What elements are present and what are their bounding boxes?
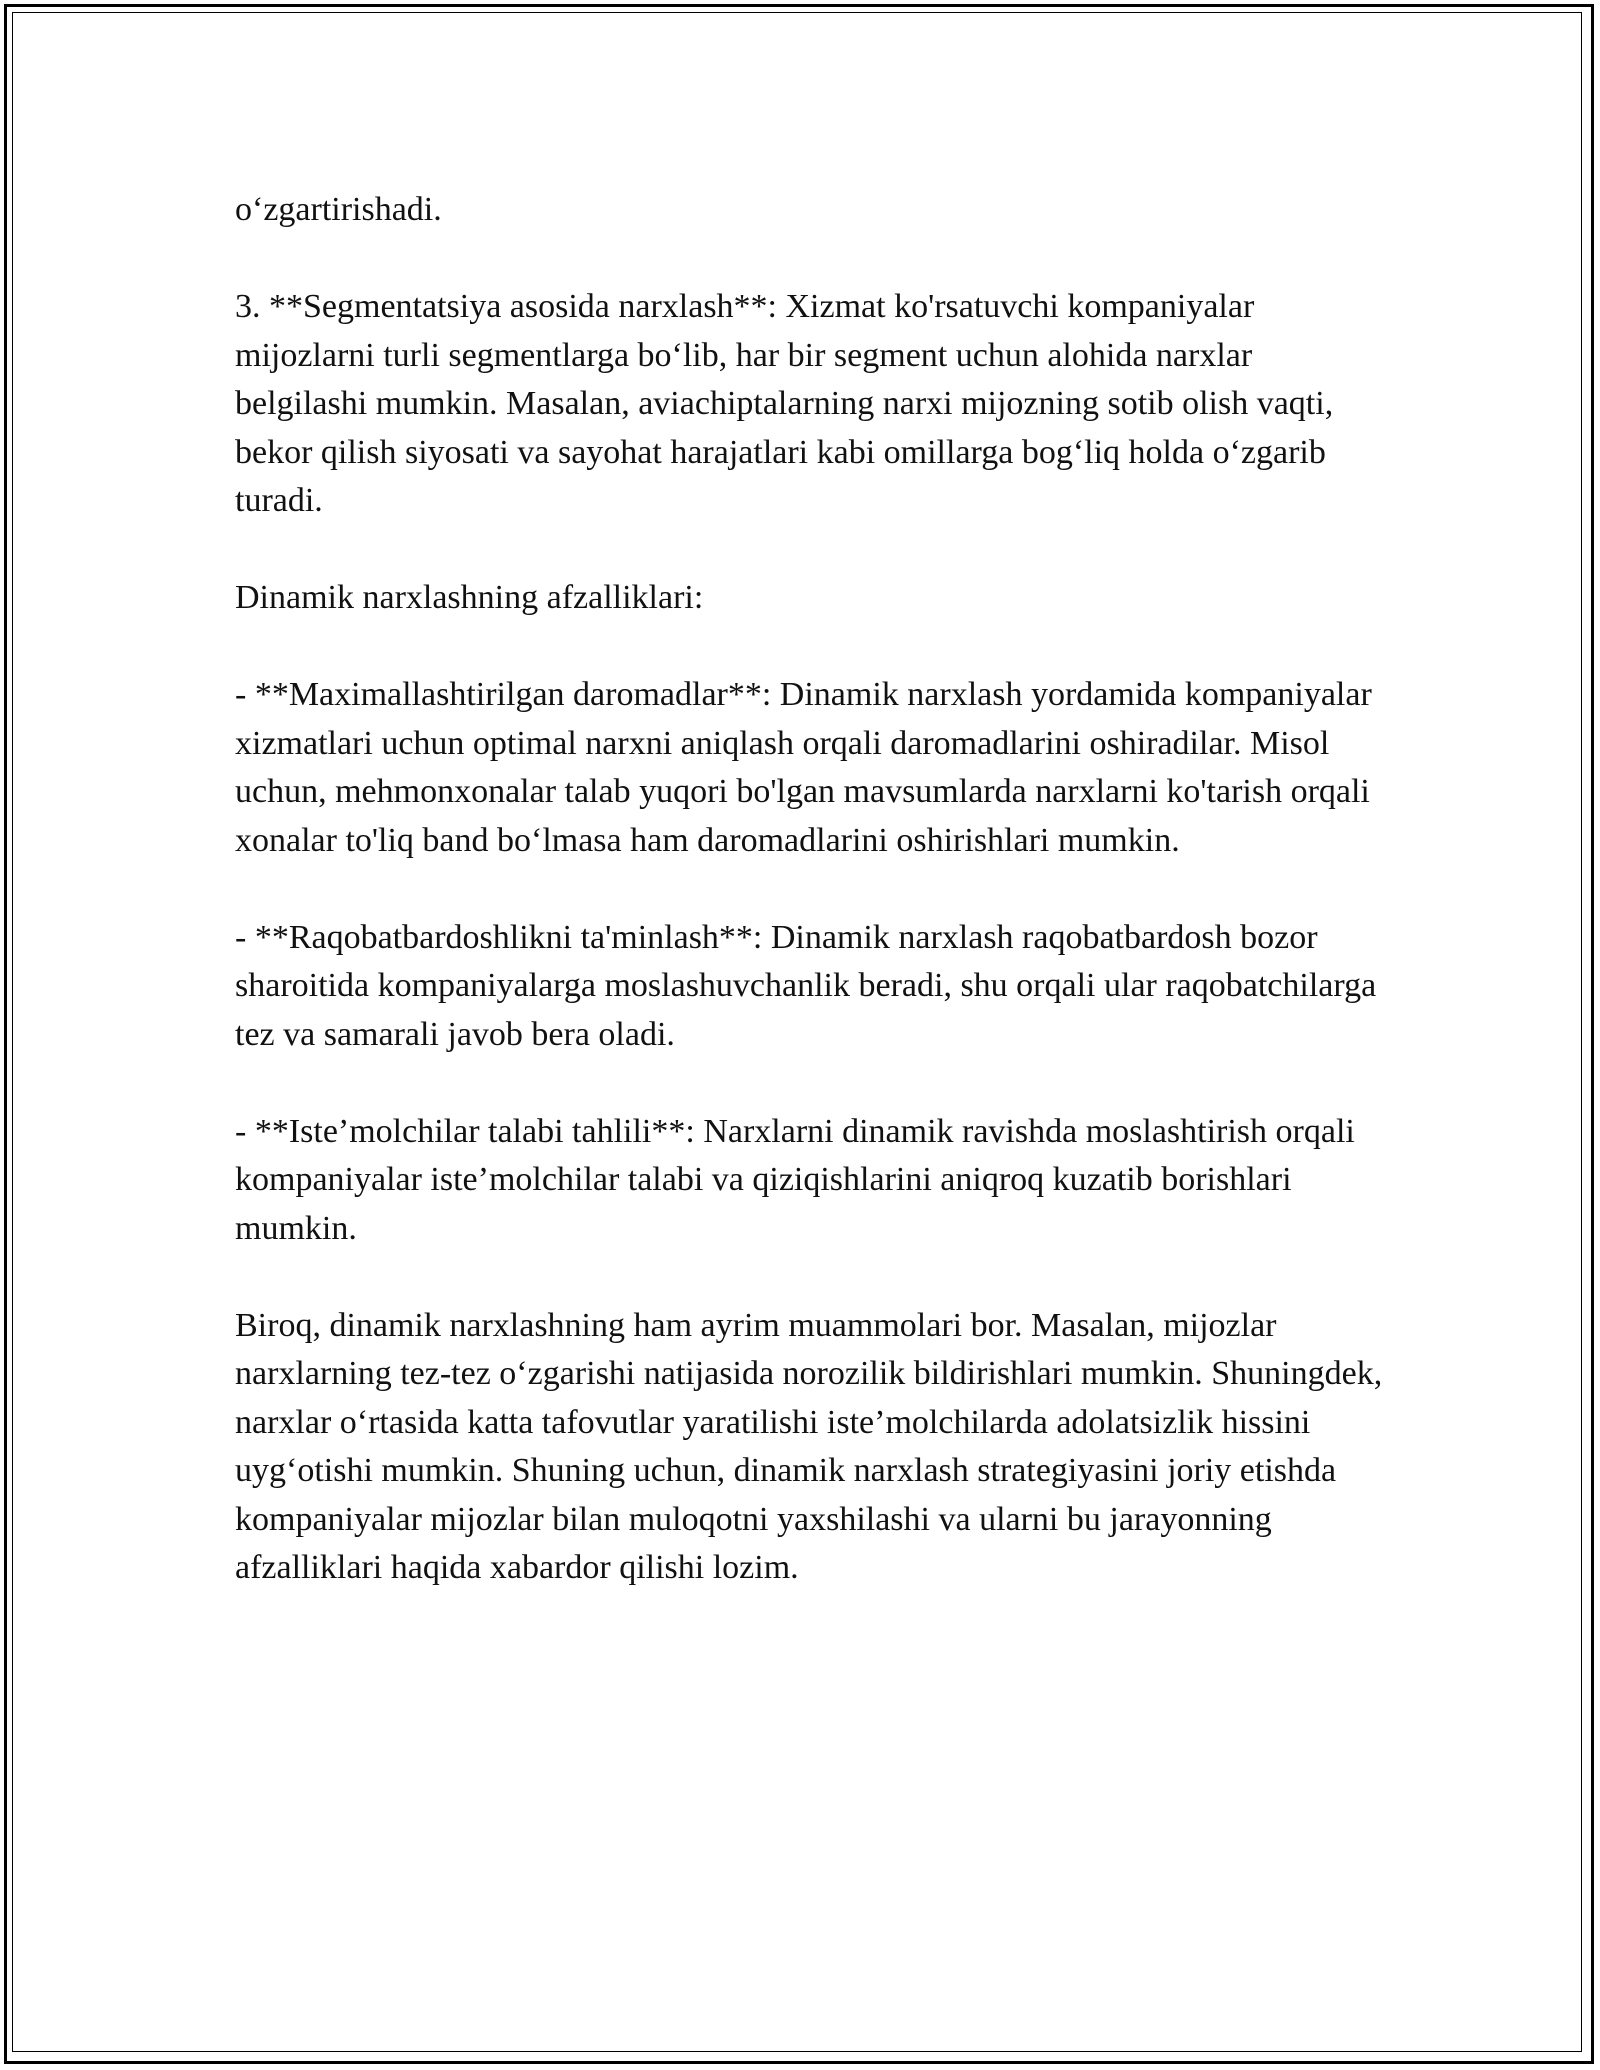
document-body bbox=[235, 186, 1385, 1593]
paragraph-competitiveness: - **Raqobatbardoshlikni ta'minlash**: Dinamik narxlash raqobatbardosh bozor sharoitida kompaniyalarga moslashuvchanlik beradi, shu orqali ular raqobatchilarga tez va samarali javob bera oladi. bbox=[235, 918, 1377, 1053]
paragraph-maximized-revenue: - **Maximallashtirilgan daromadlar**: Dinamik narxlash yordamida kompaniyalar xizmatlari uchun optimal narxni aniqlash orqali daromadlarini oshiradilar. Misol uchun, mehmonxonalar talab yuqori bo'lgan mavsumlarda narxlarni ko'tarish orqali xonalar to'liq band bo‘lmasa ham daromadlarini oshirishlari mumkin. bbox=[235, 676, 1372, 859]
paragraph-segmentation-pricing: 3. **Segmentatsiya asosida narxlash**: Xizmat ko'rsatuvchi kompaniyalar mijozlarni turli segmentlarga bo‘lib, har bir segment uchun alohida narxlar belgilashi mumkin. Masalan, aviachiptalarning narxi mijozning sotib olish vaqti, bekor qilish siyosati va sayohat harajatlari kabi omillarga bog‘liq holda o‘zgarib turadi. bbox=[235, 288, 1334, 519]
paragraph-continuation: o‘zgartirishadi. bbox=[235, 191, 442, 228]
paragraph-demand-analysis: - **Iste’molchilar talabi tahlili**: Narxlarni dinamik ravishda moslashtirish orqali kompaniyalar iste’molchilar talabi va qiziqishlarini aniqroq kuzatib borishlari mumkin. bbox=[235, 1112, 1355, 1247]
paragraph-advantages-heading: Dinamik narxlashning afzalliklari: bbox=[235, 579, 704, 616]
paragraph-problems: Biroq, dinamik narxlashning ham ayrim muammolari bor. Masalan, mijozlar narxlarning tez-tez o‘zgarishi natijasida norozilik bildirishlari mumkin. Shuningdek, narxlar o‘rtasida katta tafovutlar yaratilishi iste’molchilarda adolatsizlik hissini uyg‘otishi mumkin. Shuning uchun, dinamik narxlash strategiyasini joriy etishda kompaniyalar mijozlar bilan muloqotni yaxshilashi va ularni bu jarayonning afzalliklari haqida xabardor qilishi lozim. bbox=[235, 1306, 1383, 1586]
